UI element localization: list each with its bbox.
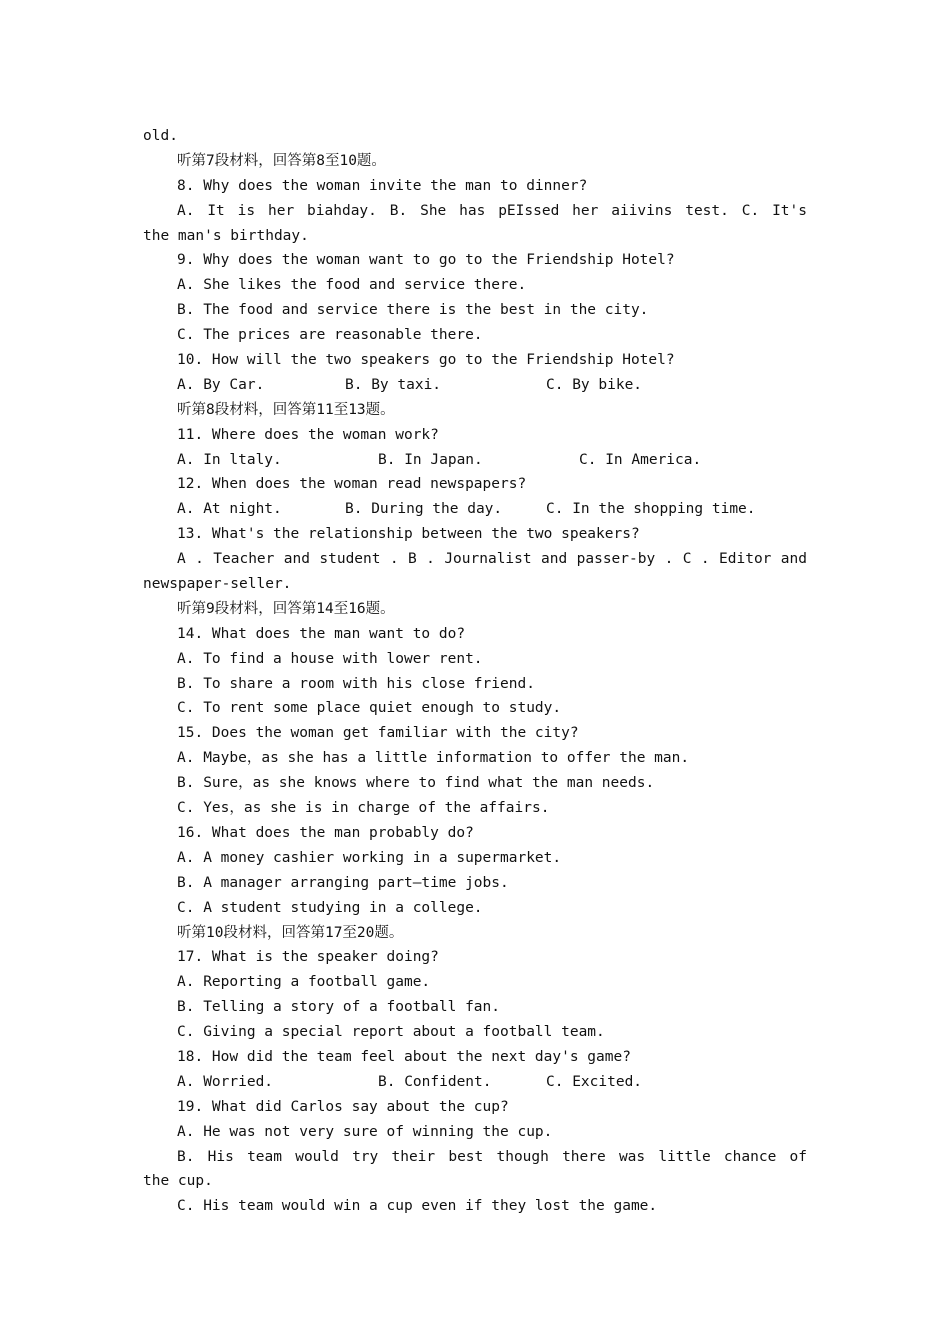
question-9: 9. Why does the woman want to go to the Friendship Hotel? <box>177 252 675 269</box>
text-line: old. <box>143 128 178 144</box>
section-heading-10: 听第10段材料，回答第17至20题。 <box>177 924 404 941</box>
option-a: A. Worried. <box>177 1073 274 1090</box>
question-11: 11. Where does the woman work? <box>177 426 439 443</box>
document-page <box>143 124 807 1219</box>
question-11-options <box>143 448 807 473</box>
section-heading-7: 听第7段材料，回答第8至10题。 <box>177 152 386 169</box>
question-16-option-c: C. A student studying in a college. <box>177 899 483 916</box>
option-c: C. In America. <box>579 451 702 468</box>
option-b: B. During the day. <box>345 501 503 518</box>
question-9-option-a: A. She likes the food and service there. <box>177 277 527 294</box>
option-b: B. Confident. <box>378 1073 492 1090</box>
question-13-options-cont: newspaper-seller. <box>143 576 292 593</box>
question-14-option-b: B. To share a room with his close friend. <box>177 675 535 692</box>
question-18-options <box>143 1070 807 1095</box>
question-14-option-c: C. To rent some place quiet enough to study. <box>177 700 562 717</box>
question-8-options-cont: the man's birthday. <box>143 227 309 244</box>
question-17-option-a: A. Reporting a football game. <box>177 974 431 991</box>
question-19: 19. What did Carlos say about the cup? <box>177 1098 509 1115</box>
question-10-options <box>143 373 807 398</box>
question-17-option-c: C. Giving a special report about a football team. <box>177 1024 605 1041</box>
question-14-option-a: A. To find a house with lower rent. <box>177 650 483 667</box>
question-9-option-c: C. The prices are reasonable there. <box>177 327 483 344</box>
question-16-option-b: B. A manager arranging part—time jobs. <box>177 874 509 891</box>
question-12-options <box>143 497 807 522</box>
question-13-options: A . Teacher and student . B . Journalist and passer-by . C . Editor and <box>177 551 807 568</box>
question-15: 15. Does the woman get familiar with the city? <box>177 725 579 742</box>
question-16-option-a: A. A money cashier working in a supermarket. <box>177 849 562 866</box>
question-19-option-c: C. His team would win a cup even if they lost the game. <box>177 1198 658 1215</box>
question-18: 18. How did the team feel about the next day's game? <box>177 1048 631 1065</box>
option-c: C. Excited. <box>546 1073 643 1090</box>
question-19-option-b-cont: the cup. <box>143 1173 213 1190</box>
option-b: B. In Japan. <box>378 451 483 468</box>
question-10: 10. How will the two speakers go to the Friendship Hotel? <box>177 352 675 369</box>
question-8-options: A. It is her biahday. B. She has pEIssed her aiivins test. C. It's <box>177 202 807 219</box>
option-a: A. By Car. <box>177 376 265 393</box>
question-19-option-a: A. He was not very sure of winning the cup. <box>177 1123 553 1140</box>
section-heading-9: 听第9段材料，回答第14至16题。 <box>177 600 395 617</box>
question-14: 14. What does the man want to do? <box>177 625 466 642</box>
option-c: C. In the shopping time. <box>546 501 756 518</box>
question-12: 12. When does the woman read newspapers? <box>177 476 527 493</box>
question-19-option-b: B. His team would try their best though there was little chance of <box>177 1148 807 1165</box>
question-9-option-b: B. The food and service there is the best in the city. <box>177 302 649 319</box>
question-15-option-a: A. Maybe，as she has a little information to offer the man. <box>177 750 690 767</box>
option-a: A. At night. <box>177 501 282 518</box>
question-17: 17. What is the speaker doing? <box>177 949 439 966</box>
option-a: A. In ltaly. <box>177 451 282 468</box>
section-heading-8: 听第8段材料，回答第11至13题。 <box>177 401 395 418</box>
question-15-option-c: C. Yes，as she is in charge of the affairs. <box>177 800 550 817</box>
question-15-option-b: B. Sure，as she knows where to find what the man needs. <box>177 775 655 792</box>
question-17-option-b: B. Telling a story of a football fan. <box>177 999 501 1016</box>
option-b: B. By taxi. <box>345 376 442 393</box>
question-8: 8. Why does the woman invite the man to dinner? <box>177 177 588 194</box>
question-13: 13. What's the relationship between the two speakers? <box>177 526 640 543</box>
question-16: 16. What does the man probably do? <box>177 824 474 841</box>
option-c: C. By bike. <box>546 376 643 393</box>
